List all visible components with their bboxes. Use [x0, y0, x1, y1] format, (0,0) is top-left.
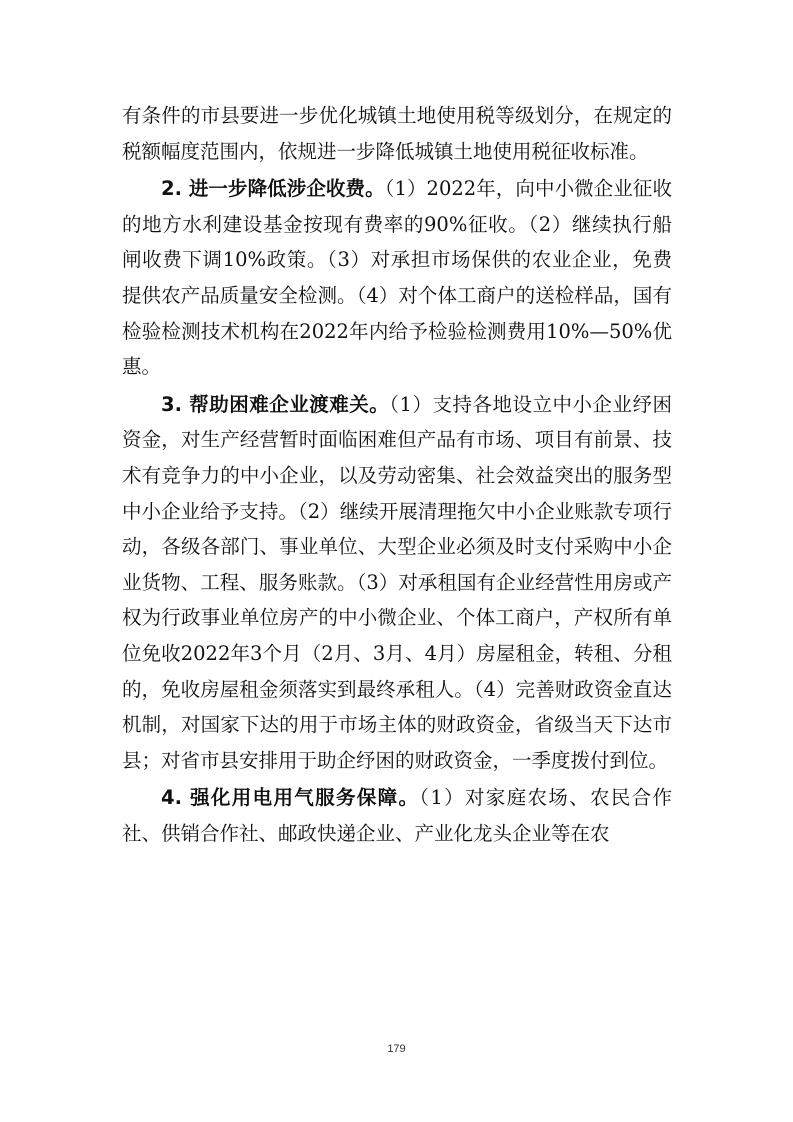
paragraph-body: 有条件的市县要进一步优化城镇土地使用税等级划分，在规定的税额幅度范围内，依规进一步降低城镇土地使用税征收标准。 [122, 104, 672, 163]
paragraph-heading: 2. 进一步降低涉企收费。 [161, 177, 385, 201]
paragraph-body: （1）支持各地设立中小企业纾困资金，对生产经营暂时面临困难但产品有市场、项目有前景、技术有竞争力的中小企业，以及劳动密集、社会效益突出的服务型中小企业给予支持。（2）继续开展清理拖欠中小企业账款专项行动，各级各部门、事业单位、大型企业必须及时支付采购中小企业货物、工程、服务账款。（3）对承租国有企业经营性用房或产权为行政事业单位房产的中小微企业、个体工商户，产权所有单位免收2022年3个月（2月、3月、4月）房屋租金，转租、分租的，免收房屋租金须落实到最终承租人。（4）完善财政资金直达机制，对国家下达的用于市场主体的财政资金，省级当天下达市县；对省市县安排用于助企纾困的财政资金，一季度拨付到位。 [122, 392, 672, 772]
paragraph-body: （1）2022年，向中小微企业征收的地方水利建设基金按现有费率的90%征收。（2）继续执行船闸收费下调10%政策。（3）对承担市场保供的农业企业，免费提供农产品质量安全检测。（4）对个体工商户的送检样品，国有检验检测技术机构在2022年内给予检验检测费用10%—50%优惠。 [122, 177, 672, 379]
paragraph-help-enterprises [122, 387, 672, 779]
paragraph-power-gas-service [122, 780, 672, 851]
body-text [122, 98, 672, 853]
paragraph-heading: 3. 帮助困难企业渡难关。 [161, 392, 390, 416]
page-number: 179 [387, 1043, 406, 1055]
paragraph-reduce-fees [122, 171, 672, 385]
paragraph-heading: 4. 强化用电用气服务保障。 [161, 786, 420, 810]
paragraph-continuation [122, 98, 672, 169]
paragraph-body: （1）对家庭农场、农民合作社、供销合作社、邮政快递企业、产业化龙头企业等在农 [122, 786, 672, 845]
